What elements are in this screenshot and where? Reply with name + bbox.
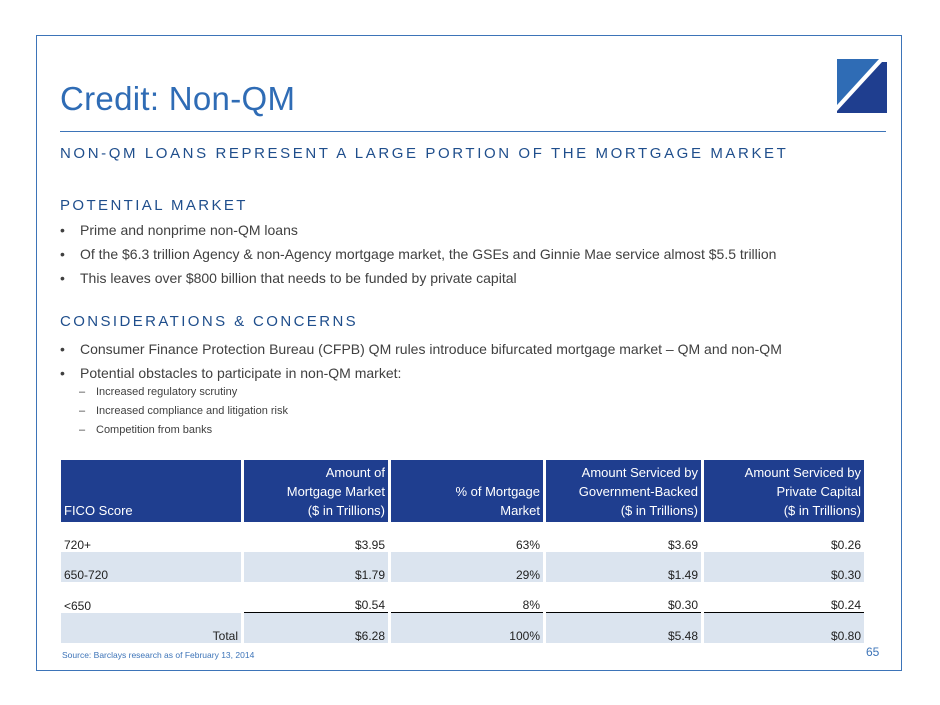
table-cell: $0.24 (704, 582, 864, 613)
column-header-private: Amount Serviced by Private Capital ($ in Trillions) (704, 460, 864, 522)
table-cell: 29% (391, 552, 543, 582)
title-divider (60, 131, 886, 132)
table-cell: 650-720 (61, 552, 241, 582)
table-cell: $3.69 (667, 538, 698, 552)
table-cell: 100% (391, 613, 543, 643)
list-item: • Potential obstacles to participate in non-QM market: (60, 365, 402, 381)
list-item: – Competition from banks (79, 424, 213, 436)
table-cell: $0.30 (704, 552, 864, 582)
table-row (61, 522, 864, 552)
list-item: – Increased regulatory scrutiny (79, 386, 238, 398)
table-row (61, 552, 864, 582)
table-cell: $0.54 (244, 582, 388, 613)
source-note: Source: Barclays research as of February 13, 2014 (62, 650, 255, 660)
table-cell: 720+ (64, 538, 92, 552)
company-logo (837, 59, 887, 113)
table-cell: $3.95 (354, 538, 385, 552)
table-cell: $0.26 (830, 538, 861, 552)
table-cell: $1.49 (546, 552, 701, 582)
table-cell: $1.79 (244, 552, 388, 582)
table-header-row (61, 460, 864, 522)
table-cell: 63% (515, 538, 540, 552)
table-cell: $0.80 (704, 613, 864, 643)
table-cell: <650 (64, 599, 92, 613)
list-item: • Of the $6.3 trillion Agency & non-Agency mortgage market, the GSEs and Ginnie Mae service almost $5.5 trillion (60, 246, 777, 262)
table-cell: $6.28 (244, 613, 388, 643)
list-item: • Prime and nonprime non-QM loans (60, 222, 298, 238)
column-header-fico: FICO Score (61, 460, 241, 522)
table-row (61, 582, 864, 613)
page-title: Credit: Non-QM (60, 80, 296, 117)
table-cell: Total (61, 613, 241, 643)
table-total-row (61, 613, 864, 643)
potential-market-heading: POTENTIAL MARKET (60, 197, 248, 214)
considerations-heading: CONSIDERATIONS & CONCERNS (60, 313, 359, 330)
table-cell: $0.30 (546, 582, 701, 613)
list-item: • This leaves over $800 billion that needs to be funded by private capital (60, 270, 517, 286)
considerations-sublist (79, 383, 288, 440)
table-cell: $5.48 (546, 613, 701, 643)
table-cell: 8% (391, 582, 543, 613)
considerations-list (60, 337, 782, 385)
page-number: 65 (866, 645, 880, 659)
page-subtitle: NON-QM LOANS REPRESENT A LARGE PORTION OF THE MORTGAGE MARKET (60, 145, 789, 162)
fico-score-table (58, 460, 867, 643)
column-header-percent: % of Mortgage Market (391, 460, 543, 522)
potential-market-list (60, 218, 776, 290)
list-item: – Increased compliance and litigation risk (79, 405, 288, 417)
column-header-amount: Amount of Mortgage Market ($ in Trillions) (244, 460, 388, 522)
list-item: • Consumer Finance Protection Bureau (CFPB) QM rules introduce bifurcated mortgage market – QM and non-QM (60, 341, 782, 357)
column-header-government: Amount Serviced by Government-Backed ($ in Trillions) (546, 460, 701, 522)
